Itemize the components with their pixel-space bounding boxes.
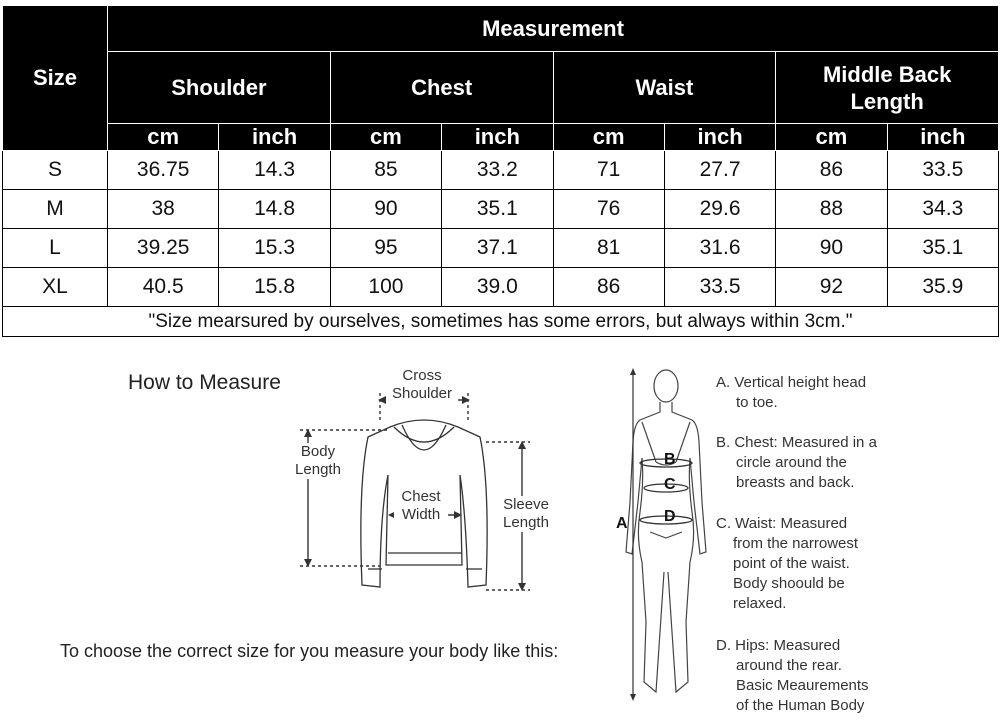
table-cell: 90 (776, 229, 887, 268)
body-figure (600, 362, 710, 712)
table-cell: 92 (776, 268, 887, 307)
chest-width-label (394, 488, 448, 524)
table-cell: 33.2 (442, 151, 553, 190)
table-cell: 15.8 (219, 268, 330, 307)
size-column-header: Size (3, 6, 108, 151)
group-header-middle-back-length (776, 52, 999, 124)
marker-d: D (664, 508, 676, 525)
table-cell: 86 (776, 151, 887, 190)
table-cell: 86 (553, 268, 664, 307)
table-cell: 81 (553, 229, 664, 268)
legend-line: B. Chest: Measured in a (716, 434, 877, 451)
unit-header: cm (108, 124, 219, 151)
table-cell: 85 (330, 151, 441, 190)
legend-line: A. Vertical height head (716, 374, 867, 391)
note-row (3, 307, 999, 337)
marker-a: A (616, 515, 628, 532)
label-line: Shoulder (391, 385, 453, 402)
table-cell: 38 (108, 190, 219, 229)
body-outline (626, 370, 706, 692)
table-cell: 27.7 (664, 151, 775, 190)
table-cell: 31.6 (664, 229, 775, 268)
table-cell: 15.3 (219, 229, 330, 268)
marker-b: B (664, 451, 676, 468)
legend-item-b (716, 433, 877, 493)
size-chart-table (2, 5, 999, 337)
legend-line: circle around the (736, 454, 847, 471)
legend-line: Basic Meaurements (736, 677, 869, 694)
legend-line: around the rear. (736, 657, 842, 674)
legend-item-d (716, 636, 869, 716)
table-row (3, 229, 999, 268)
marker-c: C (664, 476, 676, 493)
label-line: Body (300, 443, 336, 460)
unit-header: inch (442, 124, 553, 151)
legend-item-a (716, 373, 866, 413)
size-label: S (3, 151, 108, 190)
table-cell: 33.5 (887, 151, 998, 190)
body-length-label (288, 443, 348, 479)
table-cell: 39.25 (108, 229, 219, 268)
legend-line: of the Human Body (736, 697, 865, 714)
legend-line: point of the waist. (733, 555, 850, 572)
legend-item-c (716, 514, 858, 614)
legend-line: D. Hips: Measured (716, 637, 841, 654)
unit-header: inch (219, 124, 330, 151)
group-header-chest: Chest (330, 52, 553, 124)
table-cell: 35.1 (442, 190, 553, 229)
table-cell: 39.0 (442, 268, 553, 307)
label-line: Length (503, 514, 549, 531)
table-cell: 88 (776, 190, 887, 229)
label-line: Width (401, 506, 441, 523)
choose-size-instruction: To choose the correct size for you measure your body like this: (60, 641, 559, 661)
legend-line: relaxed. (733, 595, 787, 612)
measurement-header: Measurement (108, 6, 999, 52)
size-label: XL (3, 268, 108, 307)
table-cell: 35.9 (887, 268, 998, 307)
table-cell: 36.75 (108, 151, 219, 190)
label-line: Sleeve (503, 496, 549, 513)
table-cell: 95 (330, 229, 441, 268)
unit-header: cm (776, 124, 887, 151)
unit-header: cm (553, 124, 664, 151)
label-line: Chest (401, 488, 441, 505)
legend-line: Body shoould be (733, 575, 845, 592)
legend-line: from the narrowest (733, 535, 859, 552)
legend-line: C. Waist: Measured (716, 515, 848, 532)
size-label: M (3, 190, 108, 229)
table-cell: 76 (553, 190, 664, 229)
table-cell: 14.8 (219, 190, 330, 229)
label-line: Cross (402, 367, 442, 384)
table-cell: 37.1 (442, 229, 553, 268)
unit-header: cm (330, 124, 441, 151)
cross-shoulder-label (386, 367, 458, 403)
table-row (3, 151, 999, 190)
size-label: L (3, 229, 108, 268)
how-to-measure-title: How to Measure (128, 371, 281, 394)
sleeve-length-label (496, 496, 556, 532)
table-cell: 33.5 (664, 268, 775, 307)
table-cell: 35.1 (887, 229, 998, 268)
table-cell: 40.5 (108, 268, 219, 307)
unit-header: inch (664, 124, 775, 151)
table-cell: 100 (330, 268, 441, 307)
group-header-shoulder: Shoulder (108, 52, 331, 124)
unit-header: inch (887, 124, 998, 151)
label-line: Length (295, 461, 341, 478)
table-cell: 14.3 (219, 151, 330, 190)
legend-line: breasts and back. (736, 474, 855, 491)
table-row (3, 268, 999, 307)
table-cell: 34.3 (887, 190, 998, 229)
legend-line: to toe. (736, 394, 778, 411)
height-arrow (630, 368, 636, 701)
measurement-note: "Size mearsured by ourselves, sometimes has some errors, but always within 3cm." (3, 307, 999, 337)
table-cell: 71 (553, 151, 664, 190)
table-cell: 90 (330, 190, 441, 229)
group-header-waist: Waist (553, 52, 776, 124)
group-header-text: Middle Back Length (822, 61, 952, 114)
table-row (3, 190, 999, 229)
table-cell: 29.6 (664, 190, 775, 229)
